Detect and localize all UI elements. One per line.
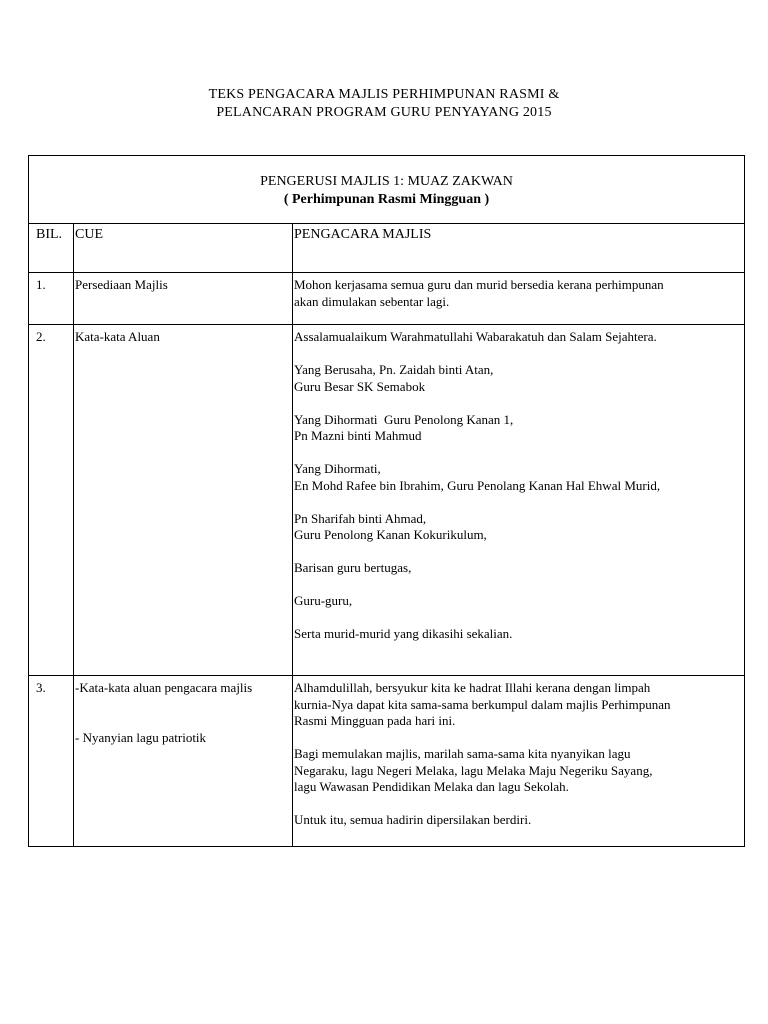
script-cell xyxy=(293,273,745,325)
script-line: Pn Mazni binti Mahmud xyxy=(294,428,422,443)
script-line: Yang Dihormati Guru Penolong Kanan 1, xyxy=(294,411,514,427)
table-row xyxy=(29,676,745,847)
column-header-cue: CUE xyxy=(74,224,293,273)
document-title xyxy=(0,86,768,122)
document-title-line-1: TEKS PENGACARA MAJLIS PERHIMPUNAN RASMI & xyxy=(208,87,560,102)
script-cell xyxy=(293,676,745,847)
row-number: 2. xyxy=(36,329,46,344)
script-line: Guru Besar SK Semabok xyxy=(294,378,426,394)
row-number-cell xyxy=(29,273,74,325)
script-line: Mohon kerjasama semua guru dan murid bersedia kerana perhimpunan xyxy=(294,277,664,292)
program-table xyxy=(28,155,745,847)
cue-text: - Nyanyian lagu patriotik xyxy=(75,729,207,745)
column-header-pengacara: PENGACARA MAJLIS xyxy=(293,224,745,273)
document-title-line-2: PELANCARAN PROGRAM GURU PENYAYANG 2015 xyxy=(216,105,552,120)
table-row xyxy=(29,273,745,325)
column-header-row xyxy=(29,224,745,273)
script-paragraph xyxy=(294,511,744,544)
script-paragraph xyxy=(294,329,744,346)
script-line: Yang Dihormati, xyxy=(294,461,381,476)
script-paragraph xyxy=(294,593,744,610)
script-paragraph xyxy=(294,412,744,445)
row-number-cell xyxy=(29,325,74,676)
script-line: lagu Wawasan Pendidikan Melaka dan lagu Sekolah. xyxy=(294,779,569,794)
cue-cell xyxy=(74,273,293,325)
script-paragraph xyxy=(294,461,744,494)
script-paragraph xyxy=(294,812,744,829)
script-line: Pn Sharifah binti Ahmad, xyxy=(294,510,427,526)
script-line: Barisan guru bertugas, xyxy=(294,560,412,575)
script-line: Guru Penolong Kanan Kokurikulum, xyxy=(294,527,487,542)
script-line: Guru-guru, xyxy=(294,593,353,608)
script-line: Untuk itu, semua hadirin dipersilakan berdiri. xyxy=(294,812,532,827)
script-paragraph xyxy=(294,626,744,643)
row-number: 1. xyxy=(36,277,46,292)
script-line: Assalamualaikum Warahmatullahi Wabarakatuh dan Salam Sejahtera. xyxy=(294,329,657,344)
row-number-cell xyxy=(29,676,74,847)
cue-cell xyxy=(74,325,293,676)
script-line: Rasmi Mingguan pada hari ini. xyxy=(294,713,456,728)
column-header-bil: BIL. xyxy=(29,224,74,273)
script-line: Negaraku, lagu Negeri Melaka, lagu Melaka Maju Negeriku Sayang, xyxy=(294,762,653,778)
table-row xyxy=(29,325,745,676)
script-paragraph xyxy=(294,680,744,730)
script-cell xyxy=(293,325,745,676)
table-header-row xyxy=(29,156,745,224)
cue-cell xyxy=(74,676,293,847)
script-line: En Mohd Rafee bin Ibrahim, Guru Penolang Kanan Hal Ehwal Murid, xyxy=(294,477,661,493)
chairperson-title: PENGERUSI MAJLIS 1: MUAZ ZAKWAN xyxy=(260,174,513,189)
script-paragraph xyxy=(294,362,744,395)
script-line: Yang Berusaha, Pn. Zaidah binti Atan, xyxy=(294,362,494,377)
script-paragraph xyxy=(294,560,744,577)
script-paragraph xyxy=(294,746,744,796)
script-line: Alhamdulillah, bersyukur kita ke hadrat Illahi kerana dengan limpah xyxy=(294,680,651,695)
assembly-subtitle: ( Perhimpunan Rasmi Mingguan ) xyxy=(283,192,490,207)
script-line: akan dimulakan sebentar lagi. xyxy=(294,293,450,309)
cue-text: Persediaan Majlis xyxy=(75,277,168,292)
table-header-cell xyxy=(29,156,745,224)
script-line: Serta murid-murid yang dikasihi sekalian. xyxy=(294,626,513,641)
script-line: kurnia-Nya dapat kita sama-sama berkumpul dalam majlis Perhimpunan xyxy=(294,696,671,712)
row-number: 3. xyxy=(36,680,46,695)
script-line: Bagi memulakan majlis, marilah sama-sama kita nyanyikan lagu xyxy=(294,746,631,761)
script-paragraph xyxy=(294,277,744,310)
cue-text: Kata-kata Aluan xyxy=(75,329,160,344)
cue-text: -Kata-kata aluan pengacara majlis xyxy=(75,680,253,695)
